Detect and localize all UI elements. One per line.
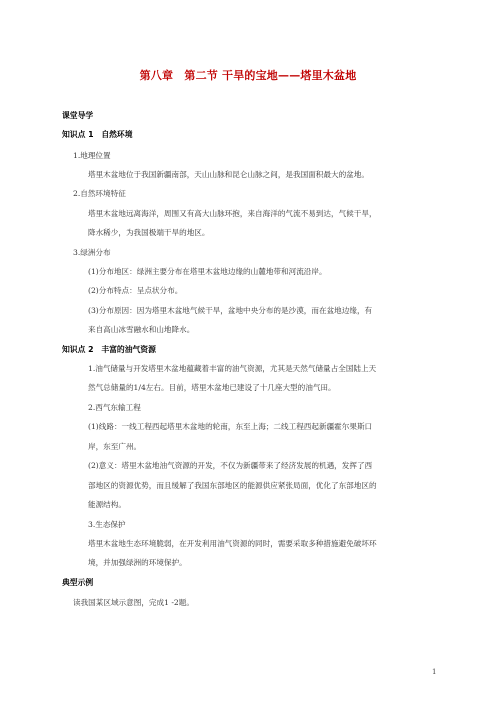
kp2-s2-title: 2.西气东输工程 [88, 403, 141, 412]
kp1-s3-title: 3.绿洲分布 [73, 248, 111, 257]
example-heading: 典型示例 [62, 578, 94, 587]
kp1-s2-title: 2.自然环境特征 [73, 189, 126, 198]
kp2-s3-text-1: 塔里木盆地生态环境脆弱，在开发利用油气资源的同时，需要采取多种措施避免破坏环 [88, 539, 377, 548]
kp2-s2-p2-1: (2)意义：塔里木盆地油气资源的开发，不仅为新疆带来了经济发展的机遇，发挥了西 [88, 461, 373, 470]
kp1-s2-text-1: 塔里木盆地远离海洋，周围又有高大山脉环抱，来自海洋的气流不易到达，气候干旱， [88, 209, 377, 218]
kp1-s3-p2: (2)分布特点：呈点状分布。 [88, 286, 183, 295]
kp2-heading: 知识点 2 丰富的油气资源 [62, 345, 156, 354]
kp2-s2-p1-1: (1)线路：一线工程西起塔里木盆地的轮南，东至上海；二线工程西起新疆霍尔果斯口 [88, 422, 373, 431]
kp2-s3-text-2: 境，并加强绿洲的环境保护。 [88, 558, 187, 567]
kp1-s3-p3-2: 来自高山冰雪融水和山地降水。 [88, 325, 195, 334]
page-number: 1 [432, 668, 437, 676]
kp1-s1-title: 1.地理位置 [73, 151, 111, 160]
example-text: 读我国某区域示意图，完成1 -2题。 [73, 598, 194, 607]
kp2-s2-p1-2: 岸，东至广州。 [88, 442, 142, 451]
kp1-s3-p1: (1)分布地区：绿洲主要分布在塔里木盆地边缘的山麓地带和河流沿岸。 [88, 267, 327, 276]
page-title: 第八章 第二节 干旱的宝地——塔里木盆地 [139, 69, 357, 82]
kp2-s2-p2-3: 能源结构。 [88, 500, 126, 509]
kp2-s2-p2-2: 部地区的资源优势，而且缓解了我国东部地区的能源供应紧张局面，优化了东部地区的 [88, 481, 377, 490]
kp1-s1-text: 塔里木盆地位于我国新疆南部，天山山脉和昆仑山脉之间，是我国面积最大的盆地。 [88, 170, 369, 179]
kp2-s1-text-1: 1.油气储量与开发塔里木盆地蕴藏着丰富的油气资源，尤其是天然气储量占全国陆上天 [88, 364, 377, 373]
kp2-s1-text-2: 然气总储量的1/4左右。目前，塔里木盆地已建设了十几座大型的油气田。 [88, 383, 336, 392]
kp1-heading: 知识点 1 自然环境 [62, 130, 133, 139]
section-heading-guide: 课堂导学 [62, 111, 94, 120]
kp1-s3-p3-1: (3)分布原因：因为塔里木盆地气候干旱，盆地中央分布的是沙漠，而在盆地边缘，有 [88, 306, 373, 315]
kp1-s2-text-2: 降水稀少，为我国极端干旱的地区。 [88, 228, 210, 237]
kp2-s3-title: 3.生态保护 [88, 520, 126, 529]
